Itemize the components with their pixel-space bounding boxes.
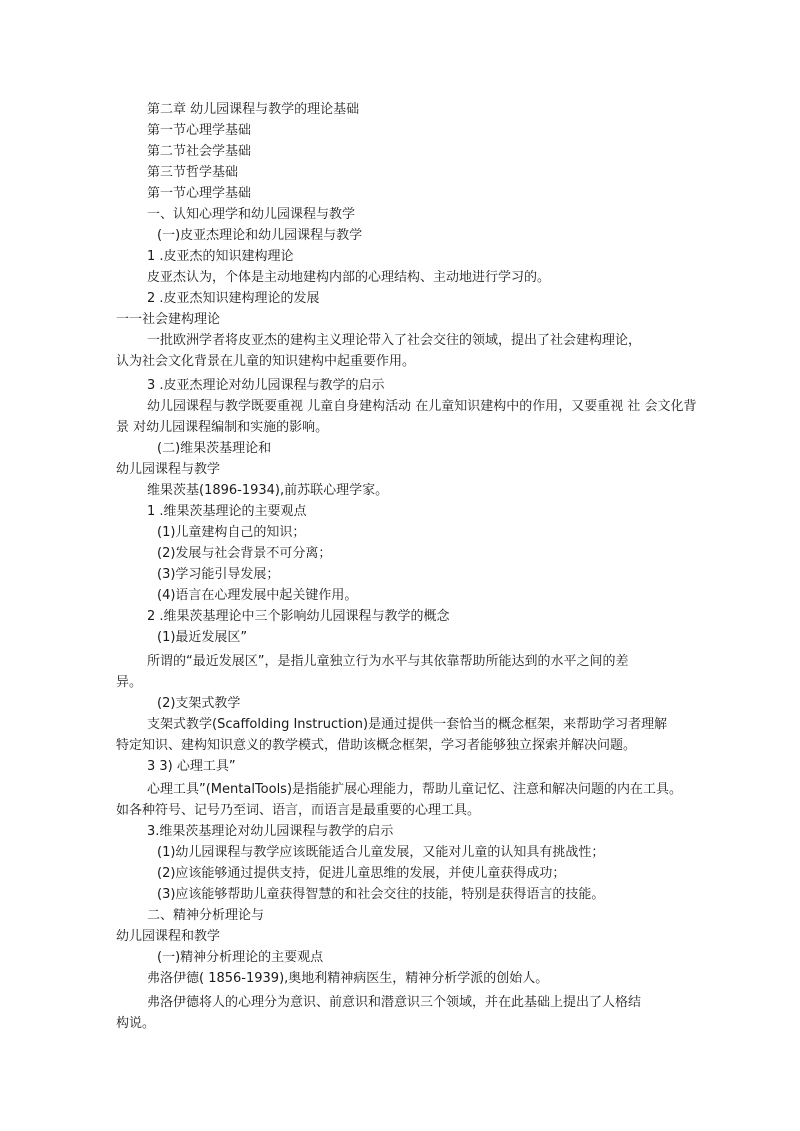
list-item: (2)应该能够通过提供支持，促进儿童思维的发展，并使儿童获得成功； (157, 866, 566, 881)
paragraph-line: 心理工具”(MentalTools)是指能扩展心理能力，帮助儿童记忆、注意和解决问题的内在工具。 (147, 782, 683, 797)
paragraph-line: 如各种符号、记号乃至词、语言，而语言是最重要的心理工具。 (116, 803, 481, 818)
paragraph-line: 认为社会文化背景在儿童的知识建构中起重要作用。 (116, 354, 416, 369)
list-item: (1)最近发展区” (157, 630, 248, 645)
numbered-heading: 1 .维果茨基理论的主要观点 (147, 504, 307, 519)
paragraph-line: 弗洛伊德将人的心理分为意识、前意识和潜意识三个领域，并在此基础上提出了人格结 (147, 995, 642, 1010)
numbered-heading: 2 .维果茨基理论中三个影响幼儿园课程与教学的概念 (147, 609, 450, 624)
toc-line: 第一节心理学基础 (147, 123, 252, 138)
list-item: (1)幼儿园课程与教学应该既能适合儿童发展，又能对儿童的认知具有挑战性； (157, 845, 605, 860)
list-item: (2)支架式教学 (157, 696, 241, 711)
numbered-heading: 1 .皮亚杰的知识建构理论 (147, 249, 294, 264)
paragraph-line: 弗洛伊德( 1856-1939),奥地利精神病医生，精神分析学派的创始人。 (147, 971, 549, 986)
subsection-heading: 幼儿园课程和教学 (116, 929, 221, 944)
paragraph-line: 维果茨基(1896-1934),前苏联心理学家。 (147, 483, 389, 498)
list-item: (2)发展与社会背景不可分离； (157, 546, 332, 561)
paragraph-line: 皮亚杰认为，个体是主动地建构内部的心理结构、主动地进行学习的。 (147, 270, 551, 285)
list-item: (3)学习能引导发展； (157, 567, 280, 582)
paragraph-line: 支架式教学(Scaffolding Instruction)是通过提供一套恰当的概念框架，来帮助学习者理解 (147, 717, 668, 732)
subsection-heading: (一)精神分析理论的主要观点 (157, 950, 324, 965)
chapter-title: 第二章 幼儿园课程与教学的理论基础 (147, 102, 360, 117)
paragraph-line: 所谓的“最近发展区”，是指儿童独立行为水平与其依靠帮助所能达到的水平之间的差 (147, 654, 629, 669)
paragraph-line: 特定知识、建构知识意义的教学模式，借助该概念框架，学习者能够独立探索并解决问题。 (116, 738, 637, 753)
numbered-heading: 2 .皮亚杰知识建构理论的发展 (147, 291, 320, 306)
toc-line: 第三节哲学基础 (147, 165, 239, 180)
subsection-heading: 幼儿园课程与教学 (116, 462, 221, 477)
section-heading: 第一节心理学基础 (147, 186, 252, 201)
paragraph-line: 景 对幼儿园课程编制和实施的影响。 (116, 420, 329, 435)
toc-line: 第二节社会学基础 (147, 144, 252, 159)
paragraph-line: 异。 (116, 675, 143, 690)
subsection-heading: (一)皮亚杰理论和幼儿园课程与教学 (157, 228, 363, 243)
subsection-heading: 一、认知心理学和幼儿园课程与教学 (147, 207, 356, 222)
list-item: (1)儿童建构自己的知识； (157, 525, 306, 540)
list-item: (4)语言在心理发展中起关键作用。 (157, 588, 358, 603)
subsection-heading: 二、精神分析理论与 (147, 908, 265, 923)
subsection-heading: (二)维果茨基理论和 (157, 441, 272, 456)
paragraph-line: 构说。 (116, 1016, 156, 1031)
numbered-heading: 3 .皮亚杰理论对幼儿园课程与教学的启示 (147, 378, 385, 393)
paragraph-line: 一批欧洲学者将皮亚杰的建构主义理论带入了社会交往的领域，提出了社会建构理论， (147, 333, 642, 348)
list-item: 3 3) 心理工具” (147, 759, 236, 774)
paragraph-line: 幼儿园课程与教学既要重视 儿童自身建构活动 在儿童知识建构中的作用，又要重视 社 会文化背 (147, 399, 697, 414)
numbered-heading: 一一社会建构理论 (116, 312, 221, 327)
list-item: (3)应该能够帮助儿童获得智慧的和社会交往的技能，特别是获得语言的技能。 (157, 887, 605, 902)
numbered-heading: 3.维果茨基理论对幼儿园课程与教学的启示 (147, 824, 394, 839)
